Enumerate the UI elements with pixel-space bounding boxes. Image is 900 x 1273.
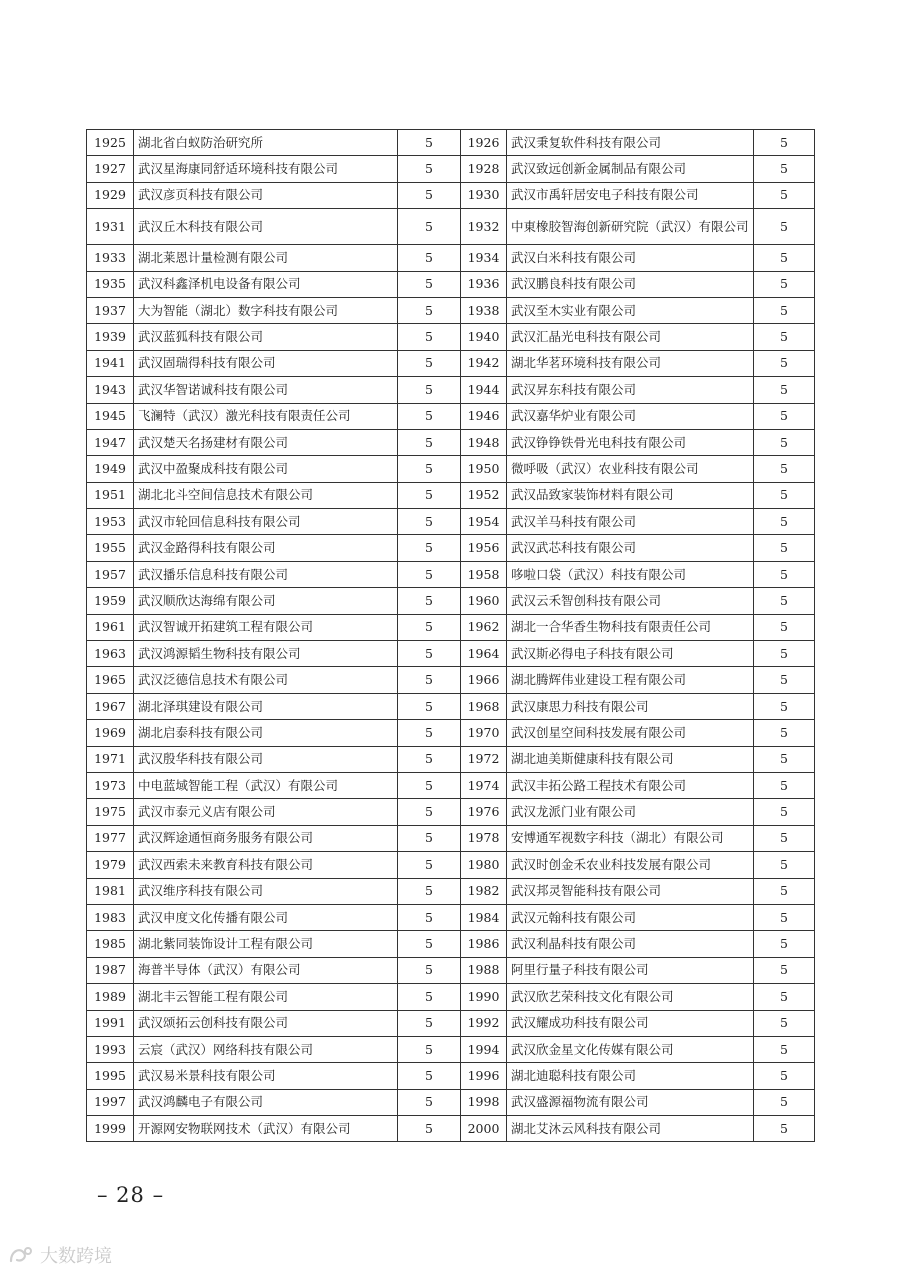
serial-number-cell: 1976 xyxy=(461,799,507,825)
company-name-cell: 武汉颂拓云创科技有限公司 xyxy=(134,1010,398,1036)
company-name-cell: 武汉羊马科技有限公司 xyxy=(507,509,754,535)
score-cell: 5 xyxy=(398,456,461,482)
score-cell: 5 xyxy=(754,271,815,297)
table-row xyxy=(87,482,815,508)
company-table xyxy=(86,129,815,1142)
company-name-cell: 阿里行量子科技有限公司 xyxy=(507,957,754,983)
score-cell: 5 xyxy=(754,588,815,614)
serial-number-cell: 1939 xyxy=(87,324,134,350)
company-name-cell: 云宸（武汉）网络科技有限公司 xyxy=(134,1036,398,1062)
serial-number-cell: 1954 xyxy=(461,509,507,535)
table-row xyxy=(87,130,815,156)
serial-number-cell: 1931 xyxy=(87,209,134,245)
serial-number-cell: 1958 xyxy=(461,561,507,587)
score-cell: 5 xyxy=(398,957,461,983)
company-name-cell: 湖北启泰科技有限公司 xyxy=(134,720,398,746)
score-cell: 5 xyxy=(754,1036,815,1062)
company-name-cell: 湖北华茗环境科技有限公司 xyxy=(507,350,754,376)
table-row xyxy=(87,904,815,930)
company-name-cell: 武汉时创金禾农业科技发展有限公司 xyxy=(507,852,754,878)
score-cell: 5 xyxy=(398,667,461,693)
table-row xyxy=(87,156,815,182)
table-row xyxy=(87,1036,815,1062)
score-cell: 5 xyxy=(398,799,461,825)
score-cell: 5 xyxy=(398,297,461,323)
score-cell: 5 xyxy=(398,535,461,561)
table-row xyxy=(87,746,815,772)
company-name-cell: 武汉汇晶光电科技有限公司 xyxy=(507,324,754,350)
serial-number-cell: 1971 xyxy=(87,746,134,772)
score-cell: 5 xyxy=(754,509,815,535)
score-cell: 5 xyxy=(398,1116,461,1142)
company-name-cell: 湖北迪聪科技有限公司 xyxy=(507,1063,754,1089)
company-name-cell: 武汉铮铮铁骨光电科技有限公司 xyxy=(507,429,754,455)
score-cell: 5 xyxy=(398,931,461,957)
company-name-cell: 武汉云禾智创科技有限公司 xyxy=(507,588,754,614)
score-cell: 5 xyxy=(754,377,815,403)
score-cell: 5 xyxy=(754,1063,815,1089)
serial-number-cell: 1997 xyxy=(87,1089,134,1115)
company-name-cell: 武汉维序科技有限公司 xyxy=(134,878,398,904)
score-cell: 5 xyxy=(754,641,815,667)
serial-number-cell: 2000 xyxy=(461,1116,507,1142)
serial-number-cell: 1925 xyxy=(87,130,134,156)
company-name-cell: 武汉鸿麟电子有限公司 xyxy=(134,1089,398,1115)
company-name-cell: 武汉播乐信息科技有限公司 xyxy=(134,561,398,587)
score-cell: 5 xyxy=(398,904,461,930)
score-cell: 5 xyxy=(754,984,815,1010)
serial-number-cell: 1929 xyxy=(87,182,134,208)
score-cell: 5 xyxy=(398,377,461,403)
table-row xyxy=(87,429,815,455)
serial-number-cell: 1978 xyxy=(461,825,507,851)
company-name-cell: 湖北丰云智能工程有限公司 xyxy=(134,984,398,1010)
serial-number-cell: 1960 xyxy=(461,588,507,614)
serial-number-cell: 1928 xyxy=(461,156,507,182)
table-row xyxy=(87,350,815,376)
table-row xyxy=(87,667,815,693)
table-row xyxy=(87,957,815,983)
table-row xyxy=(87,209,815,245)
serial-number-cell: 1990 xyxy=(461,984,507,1010)
table-row xyxy=(87,878,815,904)
serial-number-cell: 1936 xyxy=(461,271,507,297)
score-cell: 5 xyxy=(398,614,461,640)
score-cell: 5 xyxy=(754,852,815,878)
table-row xyxy=(87,984,815,1010)
company-name-cell: 湖北艾沐云风科技有限公司 xyxy=(507,1116,754,1142)
serial-number-cell: 1987 xyxy=(87,957,134,983)
serial-number-cell: 1968 xyxy=(461,693,507,719)
company-name-cell: 湖北莱恩计量检测有限公司 xyxy=(134,245,398,271)
table-row xyxy=(87,693,815,719)
serial-number-cell: 1969 xyxy=(87,720,134,746)
score-cell: 5 xyxy=(398,1089,461,1115)
company-name-cell: 武汉市禹轩居安电子科技有限公司 xyxy=(507,182,754,208)
score-cell: 5 xyxy=(398,245,461,271)
company-name-cell: 武汉嘉华炉业有限公司 xyxy=(507,403,754,429)
company-name-cell: 武汉昇东科技有限公司 xyxy=(507,377,754,403)
serial-number-cell: 1956 xyxy=(461,535,507,561)
company-name-cell: 武汉鹏良科技有限公司 xyxy=(507,271,754,297)
score-cell: 5 xyxy=(754,456,815,482)
company-name-cell: 中电蓝域智能工程（武汉）有限公司 xyxy=(134,772,398,798)
company-name-cell: 武汉星海康同舒适环境科技有限公司 xyxy=(134,156,398,182)
table-row xyxy=(87,297,815,323)
watermark-logo-icon xyxy=(8,1245,34,1265)
company-name-cell: 武汉丰拓公路工程技术有限公司 xyxy=(507,772,754,798)
company-name-cell: 武汉泛德信息技术有限公司 xyxy=(134,667,398,693)
score-cell: 5 xyxy=(754,297,815,323)
serial-number-cell: 1955 xyxy=(87,535,134,561)
table-row xyxy=(87,535,815,561)
company-name-cell: 武汉白米科技有限公司 xyxy=(507,245,754,271)
score-cell: 5 xyxy=(398,509,461,535)
serial-number-cell: 1998 xyxy=(461,1089,507,1115)
score-cell: 5 xyxy=(398,772,461,798)
score-cell: 5 xyxy=(398,746,461,772)
company-name-cell: 武汉顺欣达海绵有限公司 xyxy=(134,588,398,614)
score-cell: 5 xyxy=(754,825,815,851)
serial-number-cell: 1994 xyxy=(461,1036,507,1062)
serial-number-cell: 1972 xyxy=(461,746,507,772)
score-cell: 5 xyxy=(398,693,461,719)
score-cell: 5 xyxy=(754,403,815,429)
company-name-cell: 武汉市泰元义店有限公司 xyxy=(134,799,398,825)
table-row xyxy=(87,456,815,482)
score-cell: 5 xyxy=(398,350,461,376)
serial-number-cell: 1943 xyxy=(87,377,134,403)
score-cell: 5 xyxy=(754,429,815,455)
table-row xyxy=(87,403,815,429)
serial-number-cell: 1930 xyxy=(461,182,507,208)
serial-number-cell: 1948 xyxy=(461,429,507,455)
company-name-cell: 武汉市轮回信息科技有限公司 xyxy=(134,509,398,535)
score-cell: 5 xyxy=(398,324,461,350)
score-cell: 5 xyxy=(754,324,815,350)
serial-number-cell: 1970 xyxy=(461,720,507,746)
company-name-cell: 武汉利晶科技有限公司 xyxy=(507,931,754,957)
score-cell: 5 xyxy=(398,429,461,455)
score-cell: 5 xyxy=(398,156,461,182)
company-name-cell: 安博通军视数字科技（湖北）有限公司 xyxy=(507,825,754,851)
serial-number-cell: 1999 xyxy=(87,1116,134,1142)
score-cell: 5 xyxy=(754,156,815,182)
table-row xyxy=(87,799,815,825)
serial-number-cell: 1952 xyxy=(461,482,507,508)
score-cell: 5 xyxy=(754,350,815,376)
watermark xyxy=(8,1242,112,1268)
table-row xyxy=(87,245,815,271)
score-cell: 5 xyxy=(398,588,461,614)
serial-number-cell: 1993 xyxy=(87,1036,134,1062)
serial-number-cell: 1962 xyxy=(461,614,507,640)
company-name-cell: 武汉辉途通恒商务服务有限公司 xyxy=(134,825,398,851)
table-row xyxy=(87,931,815,957)
score-cell: 5 xyxy=(398,984,461,1010)
score-cell: 5 xyxy=(398,130,461,156)
score-cell: 5 xyxy=(754,1089,815,1115)
company-name-cell: 武汉固瑞得科技有限公司 xyxy=(134,350,398,376)
serial-number-cell: 1941 xyxy=(87,350,134,376)
company-name-cell: 武汉至木实业有限公司 xyxy=(507,297,754,323)
company-name-cell: 湖北腾辉伟业建设工程有限公司 xyxy=(507,667,754,693)
score-cell: 5 xyxy=(398,561,461,587)
company-name-cell: 飞澜特（武汉）激光科技有限责任公司 xyxy=(134,403,398,429)
serial-number-cell: 1951 xyxy=(87,482,134,508)
score-cell: 5 xyxy=(754,799,815,825)
score-cell: 5 xyxy=(398,403,461,429)
score-cell: 5 xyxy=(754,614,815,640)
company-name-cell: 武汉殷华科技有限公司 xyxy=(134,746,398,772)
company-name-cell: 武汉中盈聚成科技有限公司 xyxy=(134,456,398,482)
company-name-cell: 武汉彦页科技有限公司 xyxy=(134,182,398,208)
company-name-cell: 武汉金路得科技有限公司 xyxy=(134,535,398,561)
serial-number-cell: 1973 xyxy=(87,772,134,798)
company-table-body xyxy=(87,130,815,1142)
company-name-cell: 武汉申度文化传播有限公司 xyxy=(134,904,398,930)
serial-number-cell: 1982 xyxy=(461,878,507,904)
table-row xyxy=(87,271,815,297)
company-name-cell: 中東橡胶智海创新研究院（武汉）有限公司 xyxy=(507,209,754,245)
serial-number-cell: 1934 xyxy=(461,245,507,271)
company-name-cell: 武汉蓝狐科技有限公司 xyxy=(134,324,398,350)
company-name-cell: 大为智能（湖北）数字科技有限公司 xyxy=(134,297,398,323)
company-name-cell: 武汉欣金星文化传媒有限公司 xyxy=(507,1036,754,1062)
serial-number-cell: 1927 xyxy=(87,156,134,182)
serial-number-cell: 1989 xyxy=(87,984,134,1010)
table-row xyxy=(87,852,815,878)
score-cell: 5 xyxy=(398,641,461,667)
company-name-cell: 武汉华智诺诚科技有限公司 xyxy=(134,377,398,403)
serial-number-cell: 1965 xyxy=(87,667,134,693)
score-cell: 5 xyxy=(398,720,461,746)
company-name-cell: 武汉元翰科技有限公司 xyxy=(507,904,754,930)
table-row xyxy=(87,561,815,587)
company-name-cell: 武汉智诚开拓建筑工程有限公司 xyxy=(134,614,398,640)
serial-number-cell: 1963 xyxy=(87,641,134,667)
table-row xyxy=(87,324,815,350)
score-cell: 5 xyxy=(398,271,461,297)
score-cell: 5 xyxy=(398,1036,461,1062)
company-name-cell: 武汉品致家装饰材料有限公司 xyxy=(507,482,754,508)
table-row xyxy=(87,509,815,535)
score-cell: 5 xyxy=(754,561,815,587)
page-number: – 28 – xyxy=(97,1183,165,1207)
serial-number-cell: 1937 xyxy=(87,297,134,323)
score-cell: 5 xyxy=(398,482,461,508)
serial-number-cell: 1967 xyxy=(87,693,134,719)
company-name-cell: 武汉楚天名扬建材有限公司 xyxy=(134,429,398,455)
company-name-cell: 武汉秉复软件科技有限公司 xyxy=(507,130,754,156)
serial-number-cell: 1984 xyxy=(461,904,507,930)
serial-number-cell: 1996 xyxy=(461,1063,507,1089)
company-name-cell: 湖北紫同装饰设计工程有限公司 xyxy=(134,931,398,957)
company-name-cell: 湖北北斗空间信息技术有限公司 xyxy=(134,482,398,508)
serial-number-cell: 1964 xyxy=(461,641,507,667)
watermark-text: 大数跨境 xyxy=(40,1246,112,1267)
score-cell: 5 xyxy=(754,931,815,957)
company-name-cell: 武汉斯必得电子科技有限公司 xyxy=(507,641,754,667)
serial-number-cell: 1950 xyxy=(461,456,507,482)
score-cell: 5 xyxy=(754,182,815,208)
serial-number-cell: 1991 xyxy=(87,1010,134,1036)
score-cell: 5 xyxy=(398,852,461,878)
score-cell: 5 xyxy=(398,182,461,208)
company-name-cell: 海普半导体（武汉）有限公司 xyxy=(134,957,398,983)
company-name-cell: 武汉西索未来教育科技有限公司 xyxy=(134,852,398,878)
score-cell: 5 xyxy=(398,878,461,904)
table-row xyxy=(87,1063,815,1089)
company-name-cell: 武汉创星空间科技发展有限公司 xyxy=(507,720,754,746)
company-name-cell: 开源网安物联网技术（武汉）有限公司 xyxy=(134,1116,398,1142)
serial-number-cell: 1946 xyxy=(461,403,507,429)
serial-number-cell: 1979 xyxy=(87,852,134,878)
company-name-cell: 武汉鸿源韬生物科技有限公司 xyxy=(134,641,398,667)
table-row xyxy=(87,588,815,614)
company-name-cell: 哆啦口袋（武汉）科技有限公司 xyxy=(507,561,754,587)
company-name-cell: 武汉武芯科技有限公司 xyxy=(507,535,754,561)
company-name-cell: 武汉康思力科技有限公司 xyxy=(507,693,754,719)
company-name-cell: 武汉邦灵智能科技有限公司 xyxy=(507,878,754,904)
serial-number-cell: 1980 xyxy=(461,852,507,878)
serial-number-cell: 1959 xyxy=(87,588,134,614)
table-row xyxy=(87,182,815,208)
serial-number-cell: 1985 xyxy=(87,931,134,957)
score-cell: 5 xyxy=(754,720,815,746)
serial-number-cell: 1961 xyxy=(87,614,134,640)
serial-number-cell: 1966 xyxy=(461,667,507,693)
company-name-cell: 武汉易米景科技有限公司 xyxy=(134,1063,398,1089)
score-cell: 5 xyxy=(754,878,815,904)
serial-number-cell: 1942 xyxy=(461,350,507,376)
serial-number-cell: 1926 xyxy=(461,130,507,156)
table-row xyxy=(87,1116,815,1142)
score-cell: 5 xyxy=(398,209,461,245)
table-row xyxy=(87,825,815,851)
serial-number-cell: 1932 xyxy=(461,209,507,245)
table-row xyxy=(87,377,815,403)
serial-number-cell: 1940 xyxy=(461,324,507,350)
serial-number-cell: 1938 xyxy=(461,297,507,323)
score-cell: 5 xyxy=(754,957,815,983)
company-name-cell: 武汉致远创新金属制品有限公司 xyxy=(507,156,754,182)
serial-number-cell: 1981 xyxy=(87,878,134,904)
score-cell: 5 xyxy=(754,904,815,930)
score-cell: 5 xyxy=(754,535,815,561)
score-cell: 5 xyxy=(754,746,815,772)
serial-number-cell: 1947 xyxy=(87,429,134,455)
company-name-cell: 湖北泽琪建设有限公司 xyxy=(134,693,398,719)
company-name-cell: 湖北省白蚁防治研究所 xyxy=(134,130,398,156)
serial-number-cell: 1986 xyxy=(461,931,507,957)
serial-number-cell: 1949 xyxy=(87,456,134,482)
serial-number-cell: 1983 xyxy=(87,904,134,930)
serial-number-cell: 1974 xyxy=(461,772,507,798)
score-cell: 5 xyxy=(398,1010,461,1036)
serial-number-cell: 1957 xyxy=(87,561,134,587)
serial-number-cell: 1953 xyxy=(87,509,134,535)
score-cell: 5 xyxy=(754,772,815,798)
serial-number-cell: 1988 xyxy=(461,957,507,983)
table-row xyxy=(87,1010,815,1036)
score-cell: 5 xyxy=(754,130,815,156)
serial-number-cell: 1975 xyxy=(87,799,134,825)
score-cell: 5 xyxy=(754,693,815,719)
score-cell: 5 xyxy=(754,667,815,693)
company-name-cell: 武汉欣艺荣科技文化有限公司 xyxy=(507,984,754,1010)
company-name-cell: 武汉盛源福物流有限公司 xyxy=(507,1089,754,1115)
score-cell: 5 xyxy=(754,1116,815,1142)
table-row xyxy=(87,720,815,746)
company-name-cell: 湖北一合华香生物科技有限责任公司 xyxy=(507,614,754,640)
company-name-cell: 武汉丘木科技有限公司 xyxy=(134,209,398,245)
table-row xyxy=(87,772,815,798)
table-row xyxy=(87,614,815,640)
company-name-cell: 微呼吸（武汉）农业科技有限公司 xyxy=(507,456,754,482)
score-cell: 5 xyxy=(754,482,815,508)
score-cell: 5 xyxy=(754,245,815,271)
serial-number-cell: 1992 xyxy=(461,1010,507,1036)
table-row xyxy=(87,641,815,667)
serial-number-cell: 1944 xyxy=(461,377,507,403)
serial-number-cell: 1933 xyxy=(87,245,134,271)
score-cell: 5 xyxy=(398,1063,461,1089)
company-name-cell: 武汉龙派门业有限公司 xyxy=(507,799,754,825)
score-cell: 5 xyxy=(754,1010,815,1036)
serial-number-cell: 1977 xyxy=(87,825,134,851)
score-cell: 5 xyxy=(398,825,461,851)
serial-number-cell: 1995 xyxy=(87,1063,134,1089)
company-name-cell: 武汉耀成功科技有限公司 xyxy=(507,1010,754,1036)
serial-number-cell: 1935 xyxy=(87,271,134,297)
table-row xyxy=(87,1089,815,1115)
score-cell: 5 xyxy=(754,209,815,245)
company-name-cell: 湖北迪美斯健康科技有限公司 xyxy=(507,746,754,772)
company-name-cell: 武汉科鑫泽机电设备有限公司 xyxy=(134,271,398,297)
serial-number-cell: 1945 xyxy=(87,403,134,429)
